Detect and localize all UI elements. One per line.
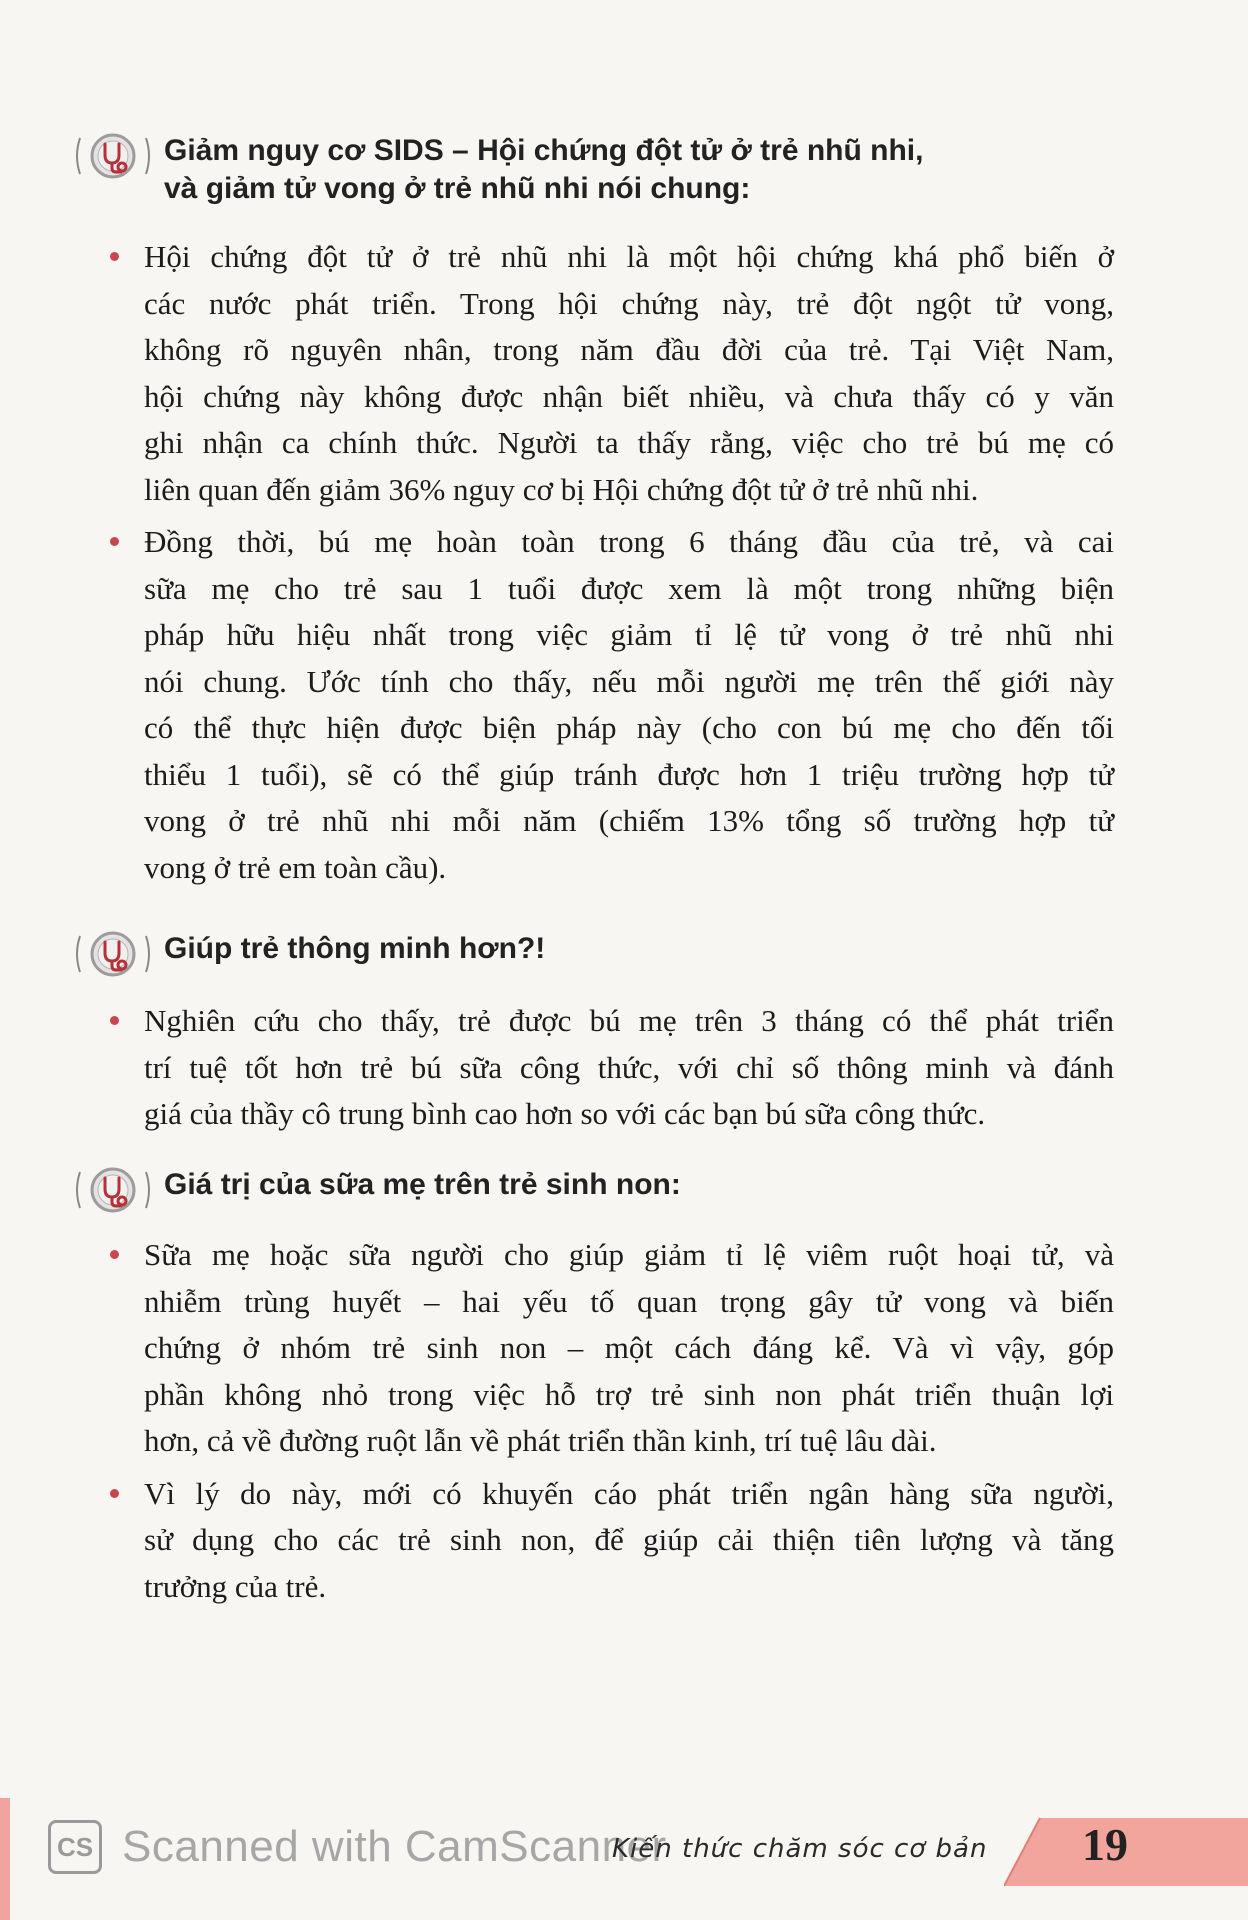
list-item [104,998,1114,1138]
text-line: Hội chứng đột tử ở trẻ nhũ nhi là một hội chứng khá phổ biến ở [144,239,1114,274]
stethoscope-icon [72,130,154,182]
stethoscope-icon [72,1164,154,1216]
text-line: nói chung. Ước tính cho thấy, nếu mỗi người mẹ trên thế giới này [144,663,1114,699]
heading-line: và giảm tử vong ở trẻ nhũ nhi nói chung: [164,172,751,205]
text-line: sử dụng cho các trẻ sinh non, để giúp cải thiện tiên lượng và tăng [144,1522,1114,1557]
section-heading-text [164,132,923,208]
list-item [104,519,1114,891]
text-line: trí tuệ tốt hơn trẻ bú sữa công thức, với chỉ số thông minh và đánh [144,1049,1114,1085]
text-line: ghi nhận ca chính thức. Người ta thấy rằng, việc cho trẻ bú mẹ có [144,425,1114,460]
section-heading [72,928,545,980]
list-item [104,1471,1114,1611]
text-line: giá của thầy cô trung bình cao hơn so với các bạn bú sữa công thức. [144,1096,986,1131]
book-title: Kiến thức chăm sóc cơ bản [612,1834,988,1864]
text-line: Sữa mẹ hoặc sữa người cho giúp giảm tỉ lệ viêm ruột hoại tử, và [144,1237,1114,1272]
bullet-dot [110,1016,119,1025]
bullet-dot [110,252,119,261]
section-heading-text [164,1166,681,1204]
text-line: thiểu 1 tuổi), sẽ có thể giúp tránh được hơn 1 triệu trường hợp tử [144,756,1114,792]
text-line: phần không nhỏ trong việc hỗ trợ trẻ sinh non phát triển thuận lợi [144,1376,1114,1412]
text-line: Nghiên cứu cho thấy, trẻ được bú mẹ trên 3 tháng có thể phát triển [144,1003,1114,1038]
section-heading [72,130,923,208]
section-heading [72,1164,681,1216]
bullet-dot [110,537,119,546]
scanner-watermark: Scanned with CamScanner [122,1822,667,1871]
camscanner-logo: CS [48,1820,102,1874]
text-line: không rõ nguyên nhân, trong năm đầu đời của trẻ. Tại Việt Nam, [144,332,1114,367]
text-line: các nước phát triển. Trong hội chứng này, trẻ đột ngột tử vong, [144,285,1114,321]
bullet-list [104,234,1114,897]
section-heading-text [164,930,545,968]
text-line: chứng ở nhóm trẻ sinh non – một cách đáng kể. Và vì vậy, góp [144,1330,1114,1365]
bullet-dot [110,1250,119,1259]
heading-line: Giảm nguy cơ SIDS – Hội chứng đột tử ở trẻ nhũ nhi, [164,134,924,167]
bullet-dot [110,1489,119,1498]
text-line: hội chứng này không được nhận biết nhiều, và chưa thấy có y văn [144,378,1114,414]
text-line: vong ở trẻ em toàn cầu). [144,849,447,885]
page-edge-tab [0,1798,10,1920]
stethoscope-icon [72,928,154,980]
text-line: hơn, cả về đường ruột lẫn về phát triển thần kinh, trí tuệ lâu dài. [144,1423,937,1458]
page-number: 19 [1082,1819,1128,1870]
heading-line: Giúp trẻ thông minh hơn?! [164,932,546,965]
bullet-list [104,998,1114,1144]
list-item [104,1232,1114,1465]
bullet-list [104,1232,1114,1616]
list-item [104,234,1114,513]
text-line: nhiễm trùng huyết – hai yếu tố quan trọng gây tử vong và biến [144,1283,1114,1319]
text-line: sữa mẹ cho trẻ sau 1 tuổi được xem là một trong những biện [144,570,1114,606]
text-line: liên quan đến giảm 36% nguy cơ bị Hội chứng đột tử ở trẻ nhũ nhi. [144,471,979,507]
text-line: Vì lý do này, mới có khuyến cáo phát triển ngân hàng sữa người, [144,1475,1114,1511]
text-line: pháp hữu hiệu nhất trong việc giảm tỉ lệ tử vong ở trẻ nhũ nhi [144,617,1114,652]
text-line: trưởng của trẻ. [144,1568,327,1604]
text-line: vong ở trẻ nhũ nhi mỗi năm (chiếm 13% tổng số trường hợp tử [144,803,1114,838]
heading-line: Giá trị của sữa mẹ trên trẻ sinh non: [164,1168,681,1201]
text-line: có thể thực hiện được biện pháp này (cho con bú mẹ cho đến tối [144,710,1114,745]
text-line: Đồng thời, bú mẹ hoàn toàn trong 6 tháng đầu của trẻ, và cai [144,524,1114,559]
